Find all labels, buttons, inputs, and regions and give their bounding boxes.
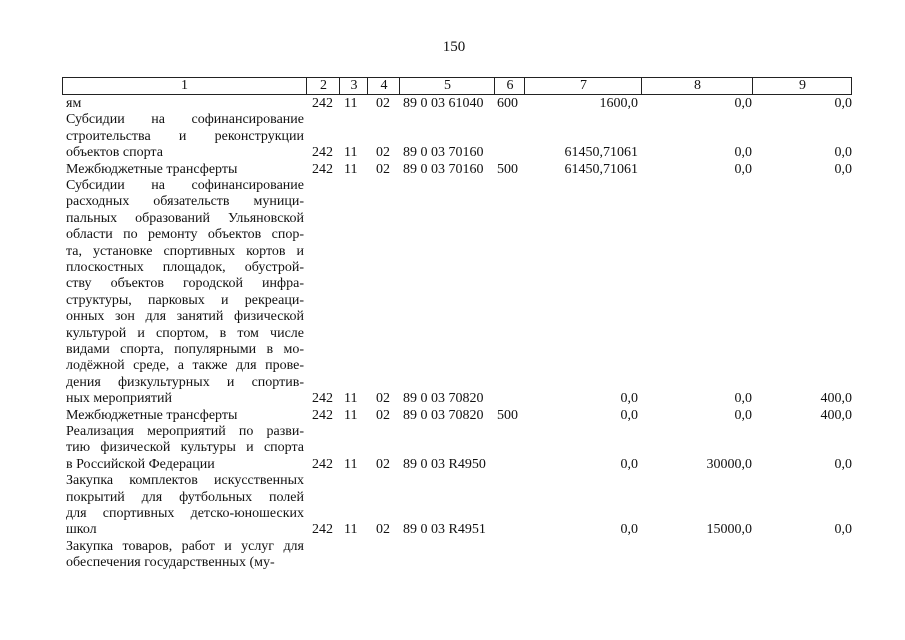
header-col-5: 5 (399, 78, 495, 94)
row-cell-c4: 02 (376, 522, 390, 538)
row-cell-c8: 0,0 (734, 161, 752, 177)
row-cell-c2: 242 (312, 96, 333, 111)
row-name-line: ям (66, 96, 82, 111)
row-name (66, 162, 304, 178)
row-cell-c3: 11 (344, 456, 358, 472)
row-cell-c7: 0,0 (620, 456, 638, 472)
row-name-line: видами спорта, популярными в мо- (66, 341, 304, 357)
row-name-line: лодёжной среде, а также для прове- (66, 358, 304, 374)
row-name-line: покрытий для футбольных полей (66, 489, 304, 505)
row-cell-c9: 0,0 (834, 456, 852, 472)
row-name-line: Реализация мероприятий по разви- (66, 424, 304, 439)
row-cell-c7: 61450,71061 (564, 161, 638, 177)
row-name-line: расходных обязательств муници- (66, 194, 304, 210)
row-name-line: ству объектов городской инфра- (66, 276, 304, 292)
row-cell-c3: 11 (344, 522, 358, 538)
row-name (66, 178, 304, 407)
row-name (66, 473, 304, 539)
row-name-line: Субсидии на софинансирование (66, 178, 304, 193)
table-header (62, 77, 852, 95)
row-name-line: в Российской Федерации (66, 456, 215, 472)
row-name-line: тию физической культуры и спорта (66, 440, 304, 456)
row-cell-c3: 11 (344, 96, 358, 111)
row-cell-c2: 242 (312, 161, 333, 177)
row-cell-c9: 0,0 (834, 161, 852, 177)
row-name-line: плоскостных площадок, обустрой- (66, 259, 304, 275)
row-cell-c3: 11 (344, 161, 358, 177)
row-cell-c4: 02 (376, 407, 390, 423)
row-cell-c7: 0,0 (620, 391, 638, 407)
row-cell-c5: 89 0 03 61040 (403, 96, 484, 111)
header-col-2: 2 (306, 78, 340, 94)
row-cell-c2: 242 (312, 456, 333, 472)
row-cell-c5: 89 0 03 70160 (403, 161, 484, 177)
row-cell-c5: 89 0 03 70820 (403, 391, 484, 407)
row-cell-c8: 30000,0 (706, 456, 752, 472)
row-cell-c2: 242 (312, 522, 333, 538)
row-name (66, 96, 304, 112)
row-name-line: обеспечения государственных (му- (66, 555, 275, 571)
row-cell-c6: 500 (497, 161, 518, 177)
row-name (66, 539, 304, 572)
row-name-line: ных мероприятий (66, 391, 172, 407)
row-cell-c2: 242 (312, 145, 333, 161)
row-cell-c9: 400,0 (820, 407, 852, 423)
row-name-line: структуры, парковых и рекреаци- (66, 292, 304, 308)
row-cell-c2: 242 (312, 407, 333, 423)
row-cell-c3: 11 (344, 391, 358, 407)
row-cell-c5: 89 0 03 R4950 (403, 456, 486, 472)
row-name-line: культурой и спортом, в том числе (66, 325, 304, 341)
row-cell-c9: 0,0 (834, 145, 852, 161)
row-name-line: та, установке спортивных кортов и (66, 243, 304, 259)
row-name-line: пальных образований Ульяновской (66, 210, 304, 226)
row-name-line: области по ремонту объектов спор- (66, 227, 304, 243)
header-col-6: 6 (494, 78, 525, 94)
row-cell-c2: 242 (312, 391, 333, 407)
row-cell-c8: 0,0 (734, 391, 752, 407)
row-cell-c8: 0,0 (734, 145, 752, 161)
header-col-3: 3 (339, 78, 368, 94)
row-name (66, 112, 304, 161)
header-col-4: 4 (367, 78, 400, 94)
row-cell-c7: 61450,71061 (564, 145, 638, 161)
row-cell-c4: 02 (376, 161, 390, 177)
page-number: 150 (442, 39, 466, 55)
row-cell-c9: 0,0 (834, 96, 852, 111)
row-cell-c4: 02 (376, 96, 390, 111)
row-cell-c5: 89 0 03 70820 (403, 407, 484, 423)
row-name-line: Закупка комплектов искусственных (66, 473, 304, 489)
row-name (66, 424, 304, 473)
row-name-line: Межбюджетные трансферты (66, 407, 238, 423)
header-col-8: 8 (641, 78, 753, 94)
row-cell-c6: 500 (497, 407, 518, 423)
row-cell-c8: 15000,0 (706, 522, 752, 538)
row-cell-c4: 02 (376, 145, 390, 161)
row-name-line: объектов спорта (66, 145, 163, 161)
row-cell-c8: 0,0 (734, 407, 752, 423)
row-cell-c3: 11 (344, 145, 358, 161)
header-col-9: 9 (752, 78, 852, 94)
row-cell-c5: 89 0 03 70160 (403, 145, 484, 161)
row-name-line: Субсидии на софинансирование (66, 112, 304, 128)
row-cell-c5: 89 0 03 R4951 (403, 522, 486, 538)
row-name-line: Межбюджетные трансферты (66, 161, 238, 177)
header-col-7: 7 (524, 78, 642, 94)
header-col-1: 1 (181, 78, 188, 93)
row-name-line: дения физкультурных и спортив- (66, 374, 304, 390)
row-cell-c4: 02 (376, 456, 390, 472)
row-name (66, 408, 304, 424)
row-cell-c7: 1600,0 (599, 96, 638, 111)
row-cell-c3: 11 (344, 407, 358, 423)
row-cell-c7: 0,0 (620, 407, 638, 423)
row-name-line: для спортивных детско-юношеских (66, 505, 304, 521)
row-name-line: онных зон для занятий физической (66, 309, 304, 325)
row-cell-c6: 600 (497, 96, 518, 111)
row-cell-c9: 400,0 (820, 391, 852, 407)
row-cell-c4: 02 (376, 391, 390, 407)
row-name-line: школ (66, 522, 97, 538)
row-name-line: строительства и реконструкции (66, 128, 304, 144)
row-cell-c7: 0,0 (620, 522, 638, 538)
row-name-line: Закупка товаров, работ и услуг для (66, 538, 304, 554)
row-cell-c8: 0,0 (734, 96, 752, 111)
row-cell-c9: 0,0 (834, 522, 852, 538)
